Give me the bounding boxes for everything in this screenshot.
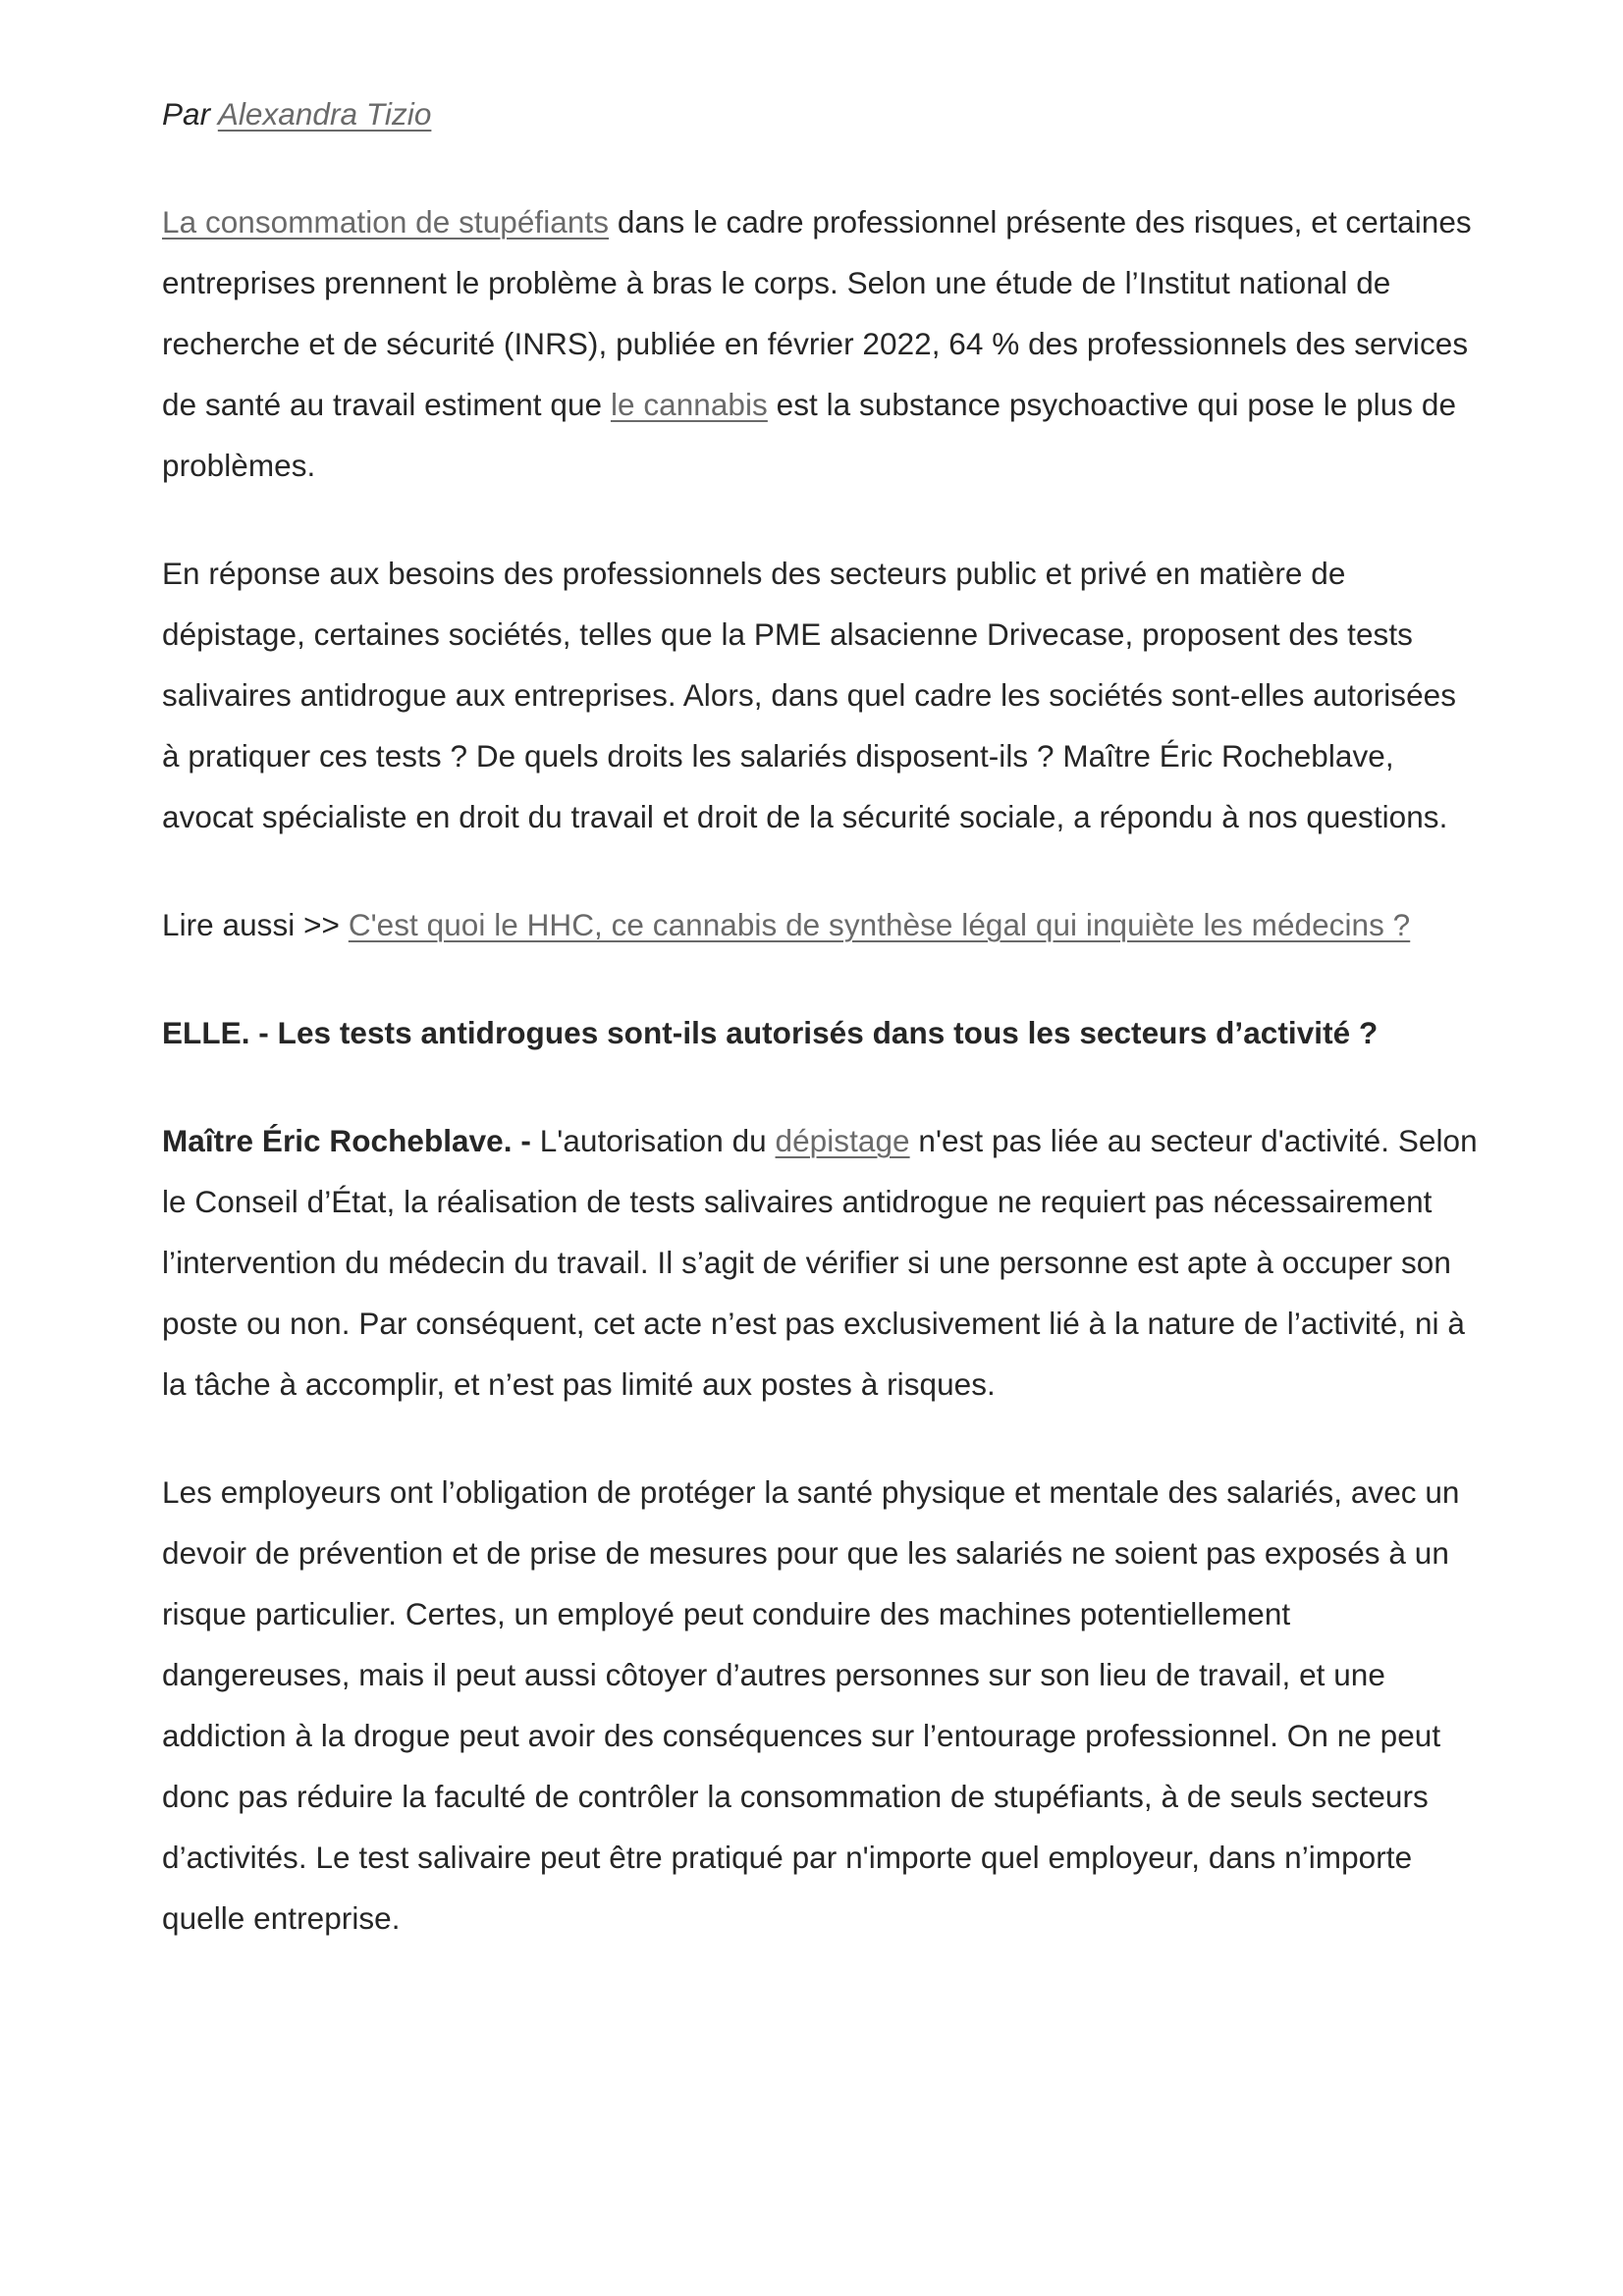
answer-speaker: Maître Éric Rocheblave. - bbox=[162, 1123, 531, 1158]
answer-text-1: L'autorisation du bbox=[530, 1123, 776, 1158]
spacer bbox=[162, 1415, 1478, 1462]
spacer bbox=[162, 144, 1478, 191]
hhc-article-link[interactable]: C'est quoi le HHC, ce cannabis de synthèse légal qui inquiète les médecins ? bbox=[348, 907, 1411, 942]
spacer bbox=[162, 847, 1478, 894]
read-also bbox=[162, 894, 1478, 955]
byline bbox=[162, 83, 1478, 144]
cannabis-link[interactable]: le cannabis bbox=[610, 387, 768, 422]
interview-question: ELLE. - Les tests antidrogues sont-ils autorisés dans tous les secteurs d’activité ? bbox=[162, 1015, 1379, 1050]
employers-paragraph: Les employeurs ont l’obligation de protéger la santé physique et mentale des salariés, avec un devoir de prévention et de prise de mesures pour que les salariés ne soient pas exposés à un risque particulier. Certes, un employé peut conduire des machines potentiellement dangereuses, mais il peut aussi côtoyer d’autres personnes sur son lieu de travail, et une addiction à la drogue peut avoir des conséquences sur l’entourage professionnel. On ne peut donc pas réduire la faculté de contrôler la consommation de stupéfiants, à de seuls secteurs d’activités. Le test salivaire peut être pratiqué par n'importe quel employeur, dans n’importe quelle entreprise. bbox=[162, 1474, 1460, 1936]
answer-text-2: n'est pas liée au secteur d'activité. Selon le Conseil d’État, la réalisation de tests salivaires antidrogue ne requiert pas nécessairement l’intervention du médecin du travail. Il s’agit de vérifier si une personne est apte à occuper son poste ou non. Par conséquent, cet acte n’est pas exclusivement lié à la nature de l’activité, ni à la tâche à accomplir, et n’est pas limité aux postes à risques. bbox=[162, 1123, 1478, 1402]
intro-text-2: est la substance psychoactive qui pose le plus de problèmes. bbox=[162, 387, 1457, 483]
byline-prefix: Par bbox=[162, 96, 218, 132]
depistage-link[interactable]: dépistage bbox=[775, 1123, 910, 1158]
spacer bbox=[162, 955, 1478, 1002]
consommation-stupefiants-link[interactable]: La consommation de stupéfiants bbox=[162, 204, 610, 240]
intro-text-1: dans le cadre professionnel présente des risques, et certaines entreprises prennent le problème à bras le corps. Selon une étude de l’Institut national de recherche et de sécurité (INRS), publiée en février 2022, 64 % des professionnels des services de santé au travail estiment que bbox=[162, 204, 1472, 422]
intro-paragraph bbox=[162, 191, 1478, 496]
interview-answer bbox=[162, 1110, 1478, 1415]
context-paragraph: En réponse aux besoins des professionnels des secteurs public et privé en matière de dépistage, certaines sociétés, telles que la PME alsacienne Drivecase, proposent des tests salivaires antidrogue aux entreprises. Alors, dans quel cadre les sociétés sont-elles autorisées à pratiquer ces tests ? De quels droits les salariés disposent-ils ? Maître Éric Rocheblave, avocat spécialiste en droit du travail et droit de la sécurité sociale, a répondu à nos questions. bbox=[162, 556, 1457, 834]
spacer bbox=[162, 496, 1478, 543]
document-page bbox=[162, 83, 1478, 1949]
spacer bbox=[162, 1063, 1478, 1110]
author-link[interactable]: Alexandra Tizio bbox=[217, 96, 432, 132]
read-also-prefix: Lire aussi >> bbox=[162, 907, 349, 942]
